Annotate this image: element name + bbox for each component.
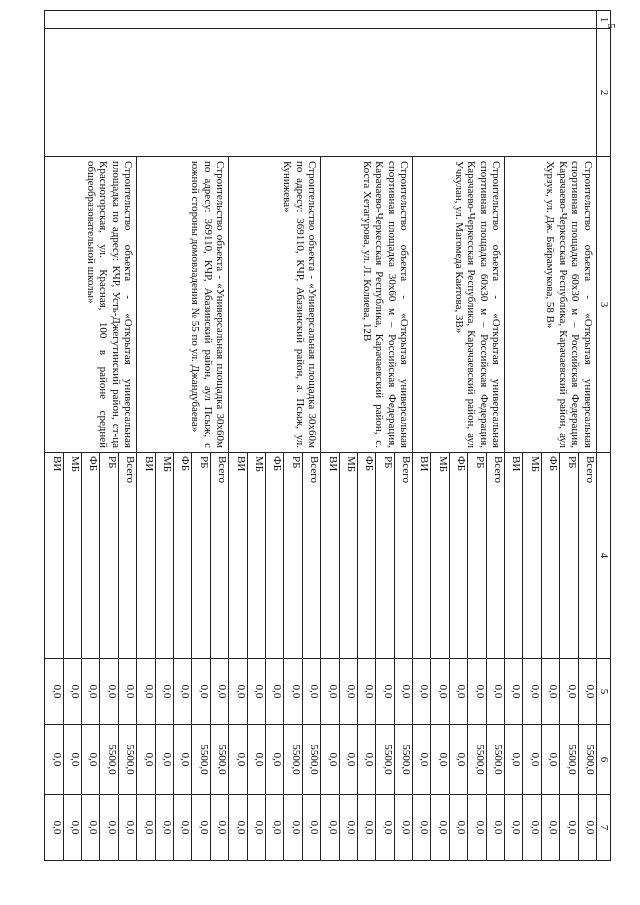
value-col5: 0,0 [210, 659, 228, 725]
funding-source-label: МБ [155, 453, 173, 659]
value-col6: 5500,0 [100, 725, 118, 795]
object-description: Строительство объекта - «Открытая универсальная площадка по адресу: КЧР, Усть-Джегутинский район, ст-ца Красногорская, ул. Красная, 100 в районе средней общеобразовательной школы» [45, 157, 137, 453]
col-number-7: 7 [597, 795, 611, 861]
value-col7: 0,0 [560, 795, 578, 861]
funding-source-label: ВИ [45, 453, 64, 659]
value-col6: 0,0 [449, 725, 467, 795]
value-col6: 0,0 [357, 725, 375, 795]
table-body [45, 11, 597, 861]
value-col6: 5500,0 [376, 725, 394, 795]
value-col7: 0,0 [63, 795, 81, 861]
funding-source-label: МБ [247, 453, 265, 659]
funding-source-label: ФБ [357, 453, 375, 659]
value-col5: 0,0 [247, 659, 265, 725]
value-col7: 0,0 [468, 795, 486, 861]
value-col5: 0,0 [302, 659, 320, 725]
value-col5: 0,0 [376, 659, 394, 725]
funding-source-label: МБ [431, 453, 449, 659]
funding-source-label: Всего [486, 453, 504, 659]
value-col6: 0,0 [523, 725, 541, 795]
value-col6: 0,0 [155, 725, 173, 795]
value-col7: 0,0 [100, 795, 118, 861]
value-col5: 0,0 [578, 659, 596, 725]
funding-source-label: Всего [118, 453, 136, 659]
value-col5: 0,0 [523, 659, 541, 725]
value-col7: 0,0 [431, 795, 449, 861]
funding-source-label: Всего [394, 453, 412, 659]
value-col7: 0,0 [523, 795, 541, 861]
col-number-2: 2 [597, 29, 611, 157]
funding-source-label: Всего [578, 453, 596, 659]
funding-source-label: РБ [468, 453, 486, 659]
page-number: 5 [604, 23, 617, 29]
value-col7: 0,0 [505, 795, 523, 861]
value-col7: 0,0 [321, 795, 339, 861]
funding-source-label: МБ [63, 453, 81, 659]
value-col6: 0,0 [82, 725, 100, 795]
value-col7: 0,0 [486, 795, 504, 861]
value-col7: 0,0 [265, 795, 283, 861]
value-col5: 0,0 [394, 659, 412, 725]
budget-table-sheet [44, 10, 611, 860]
value-col6: 5500,0 [192, 725, 210, 795]
funding-source-label: ФБ [174, 453, 192, 659]
funding-source-label: РБ [192, 453, 210, 659]
value-col7: 0,0 [174, 795, 192, 861]
funding-source-label: ВИ [321, 453, 339, 659]
value-col5: 0,0 [505, 659, 523, 725]
value-col7: 0,0 [413, 795, 431, 861]
value-col7: 0,0 [284, 795, 302, 861]
table-row [578, 11, 596, 861]
value-col7: 0,0 [155, 795, 173, 861]
value-col7: 0,0 [578, 795, 596, 861]
value-col7: 0,0 [229, 795, 247, 861]
funding-source-label: ФБ [82, 453, 100, 659]
object-description: Строительство объекта - «Открытая универсальная спортивная площадка 30х60 м – Российская Федерация, Карачаево-Черкесская Республика, Карачаевский район, с. Коста Хетагурова, ул. Л. Колиева, 12В [321, 157, 413, 453]
value-col7: 0,0 [394, 795, 412, 861]
value-col6: 0,0 [45, 725, 64, 795]
funding-source-label: РБ [376, 453, 394, 659]
value-col7: 0,0 [210, 795, 228, 861]
funding-source-label: МБ [339, 453, 357, 659]
funding-source-label: ВИ [137, 453, 155, 659]
value-col6: 0,0 [321, 725, 339, 795]
value-col5: 0,0 [541, 659, 559, 725]
value-col5: 0,0 [174, 659, 192, 725]
funding-source-label: Всего [210, 453, 228, 659]
object-description: Строительство объекта - «Универсальная площадка 30х60м по адресу: 369110, КЧР, Абазинский район, а. Псыж, ул. Кунижева» [229, 157, 321, 453]
funding-source-label: РБ [284, 453, 302, 659]
value-col7: 0,0 [541, 795, 559, 861]
col1-cell [45, 11, 597, 29]
funding-source-label: ФБ [265, 453, 283, 659]
value-col7: 0,0 [192, 795, 210, 861]
value-col7: 0,0 [302, 795, 320, 861]
value-col6: 5500,0 [394, 725, 412, 795]
value-col6: 0,0 [229, 725, 247, 795]
value-col6: 0,0 [541, 725, 559, 795]
funding-source-label: РБ [100, 453, 118, 659]
value-col6: 5500,0 [578, 725, 596, 795]
value-col7: 0,0 [357, 795, 375, 861]
value-col5: 0,0 [321, 659, 339, 725]
object-description: Строительство объекта - «Универсальная площадка 30х60м по адресу: 369110, КЧР, Абазинский район, аул Псыж, с южной стороны домовладения № 55 по ул. Джандубаева» [137, 157, 229, 453]
object-description: Строительство объекта - «Открытая универсальная спортивная площадка 60х30 м – Российская Федерация, Карачаево-Черкесская Республика, Карачаевский район, аул Учкулан, ул. Магомеда Каитова, 3В» [413, 157, 505, 453]
value-col5: 0,0 [468, 659, 486, 725]
value-col6: 0,0 [137, 725, 155, 795]
value-col5: 0,0 [155, 659, 173, 725]
value-col5: 0,0 [118, 659, 136, 725]
value-col6: 0,0 [63, 725, 81, 795]
value-col5: 0,0 [431, 659, 449, 725]
value-col5: 0,0 [229, 659, 247, 725]
funding-source-label: Всего [302, 453, 320, 659]
object-description: Строительство объекта - «Открытая универсальная спортивная площадка 60х30 м – Российская Федерация, Карачаево-Черкесская Республика, Карачаевский район, аул Хурзук, ул. Дж. Байрамукова, 58 В» [505, 157, 597, 453]
value-col6: 5500,0 [486, 725, 504, 795]
value-col5: 0,0 [63, 659, 81, 725]
value-col7: 0,0 [118, 795, 136, 861]
value-col6: 0,0 [265, 725, 283, 795]
value-col6: 5500,0 [302, 725, 320, 795]
value-col7: 0,0 [82, 795, 100, 861]
value-col7: 0,0 [247, 795, 265, 861]
col-number-6: 6 [597, 725, 611, 795]
value-col6: 0,0 [339, 725, 357, 795]
funding-source-label: ФБ [449, 453, 467, 659]
value-col6: 0,0 [505, 725, 523, 795]
value-col5: 0,0 [560, 659, 578, 725]
col-number-3: 3 [597, 157, 611, 453]
value-col7: 0,0 [137, 795, 155, 861]
value-col5: 0,0 [100, 659, 118, 725]
value-col5: 0,0 [413, 659, 431, 725]
value-col5: 0,0 [82, 659, 100, 725]
value-col6: 0,0 [174, 725, 192, 795]
value-col6: 5500,0 [468, 725, 486, 795]
value-col6: 0,0 [431, 725, 449, 795]
budget-table [44, 10, 611, 861]
value-col5: 0,0 [486, 659, 504, 725]
funding-source-label: ВИ [413, 453, 431, 659]
value-col6: 0,0 [247, 725, 265, 795]
value-col5: 0,0 [45, 659, 64, 725]
column-number-row [597, 11, 611, 861]
col2-cell [45, 29, 597, 157]
col-number-4: 4 [597, 453, 611, 659]
value-col5: 0,0 [137, 659, 155, 725]
value-col5: 0,0 [339, 659, 357, 725]
value-col7: 0,0 [339, 795, 357, 861]
value-col5: 0,0 [284, 659, 302, 725]
funding-source-label: МБ [523, 453, 541, 659]
value-col6: 5500,0 [118, 725, 136, 795]
col-number-5: 5 [597, 659, 611, 725]
value-col6: 5500,0 [284, 725, 302, 795]
col-number-1: 1 [597, 11, 611, 29]
funding-source-label: ВИ [505, 453, 523, 659]
value-col5: 0,0 [357, 659, 375, 725]
value-col5: 0,0 [192, 659, 210, 725]
value-col7: 0,0 [45, 795, 64, 861]
value-col6: 5500,0 [560, 725, 578, 795]
value-col6: 5500,0 [210, 725, 228, 795]
value-col5: 0,0 [265, 659, 283, 725]
funding-source-label: РБ [560, 453, 578, 659]
funding-source-label: ВИ [229, 453, 247, 659]
value-col6: 0,0 [413, 725, 431, 795]
value-col5: 0,0 [449, 659, 467, 725]
funding-source-label: ФБ [541, 453, 559, 659]
value-col7: 0,0 [376, 795, 394, 861]
value-col7: 0,0 [449, 795, 467, 861]
